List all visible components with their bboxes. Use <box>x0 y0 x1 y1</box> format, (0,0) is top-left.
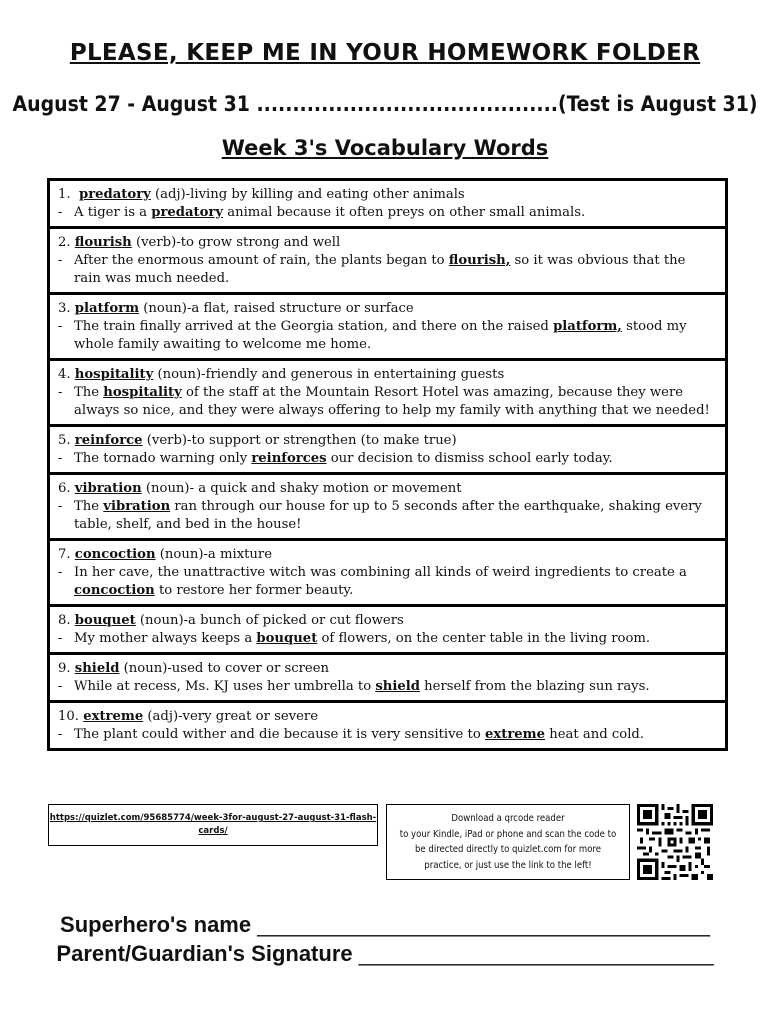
vocab-item <box>50 541 725 607</box>
vocab-item <box>50 703 725 751</box>
item-number: 3. <box>58 301 71 316</box>
vocab-word: shield <box>74 661 120 676</box>
vocab-word: reinforce <box>74 433 143 448</box>
vocab-list <box>47 178 728 751</box>
vocab-word: vibration <box>74 481 142 496</box>
example-sentence: - In her cave, the unattractive witch was combining all kinds of weird ingredients to create a concoction to restore her former beauty. <box>58 565 687 598</box>
definition: (noun)- a quick and shaky motion or movement <box>141 481 462 496</box>
definition: (noun)-a bunch of picked or cut flowers <box>135 613 404 628</box>
vocab-word: predatory <box>78 187 151 202</box>
example-sentence: - While at recess, Ms. KJ uses her umbrella to shield herself from the blazing sun rays. <box>58 679 650 694</box>
name-blank[interactable]: _____________________________________ <box>257 912 710 937</box>
vocab-item <box>50 427 725 475</box>
qr-instruction-line: practice, or just use the link to the left! <box>424 859 592 871</box>
example-sentence: - After the enormous amount of rain, the plants began to flourish, so it was obvious that the rain was much needed. <box>58 253 686 286</box>
vocab-word: hospitality <box>74 367 154 382</box>
example-sentence: - The hospitality of the staff at the Mountain Resort Hotel was amazing, because they were always so nice, and they were always offering to help my family with anything that we needed! <box>58 385 710 418</box>
quizlet-link[interactable]: https://quizlet.com/95685774/week-3for-august-27-august-31-flash-cards/ <box>49 813 377 836</box>
quizlet-link-box <box>48 804 378 846</box>
vocab-item <box>50 229 725 295</box>
qr-instruction-line: to your Kindle, iPad or phone and scan the code to <box>399 828 617 840</box>
example-sentence: - The train finally arrived at the Georgia station, and there on the raised platform, stood my whole family awaiting to welcome me home. <box>58 319 687 352</box>
example-sentence: - The plant could wither and die because it is very sensitive to extreme heat and cold. <box>58 727 645 742</box>
item-number: 2. <box>58 235 71 250</box>
vocab-word: flourish <box>74 235 132 250</box>
definition: (verb)-to support or strengthen (to make true) <box>142 433 457 448</box>
vocab-item <box>50 655 725 703</box>
example-sentence: - The tornado warning only reinforces our decision to dismiss school early today. <box>58 451 613 466</box>
example-sentence: - My mother always keeps a bouquet of flowers, on the center table in the living room. <box>58 631 651 646</box>
item-number: 6. <box>58 481 71 496</box>
superhero-name-line <box>0 912 770 938</box>
qr-instructions <box>386 804 630 880</box>
vocab-word: platform <box>74 301 140 316</box>
qr-code-icon <box>637 804 713 880</box>
page-title: PLEASE, KEEP ME IN YOUR HOMEWORK FOLDER <box>69 40 701 66</box>
name-label: Superhero's name <box>60 912 252 937</box>
item-number: 10. <box>58 709 79 724</box>
item-number: 7. <box>58 547 71 562</box>
item-number: 4. <box>58 367 71 382</box>
signature-label: Parent/Guardian's Signature <box>56 941 353 966</box>
week-title: Week 3's Vocabulary Words <box>221 136 549 160</box>
item-number: 1. <box>58 187 71 202</box>
vocab-word: extreme <box>83 709 144 724</box>
item-number: 9. <box>58 661 71 676</box>
qr-instruction-line: be directed directly to quizlet.com for more <box>414 844 601 855</box>
definition: (adj)-very great or severe <box>143 709 319 724</box>
definition: (noun)-a flat, raised structure or surface <box>139 301 414 316</box>
definition: (adj)-living by killing and eating other animals <box>150 187 465 202</box>
definition: (noun)-friendly and generous in entertaining guests <box>153 367 505 382</box>
example-sentence: - The vibration ran through our house for up to 5 seconds after the earthquake, shaking every table, shelf, and bed in the house! <box>58 499 702 532</box>
vocab-word: bouquet <box>74 613 136 628</box>
vocab-item <box>50 607 725 655</box>
item-number: 5. <box>58 433 71 448</box>
qr-instruction-line: Download a qrcode reader <box>451 813 565 824</box>
vocab-word: concoction <box>74 547 156 562</box>
definition: (noun)-used to cover or screen <box>119 661 330 676</box>
definition: (verb)-to grow strong and well <box>131 235 341 250</box>
definition: (noun)-a mixture <box>155 547 273 562</box>
vocab-item <box>50 181 725 229</box>
vocab-item <box>50 475 725 541</box>
date-range: August 27 - August 31 ..........................................(Test is August 31) <box>12 92 758 116</box>
item-number: 8. <box>58 613 71 628</box>
vocab-item <box>50 295 725 361</box>
signature-blank[interactable]: _____________________________ <box>358 941 714 966</box>
example-sentence: - A tiger is a predatory animal because it often preys on other small animals. <box>58 205 586 220</box>
vocab-item <box>50 361 725 427</box>
signature-line <box>0 941 770 967</box>
